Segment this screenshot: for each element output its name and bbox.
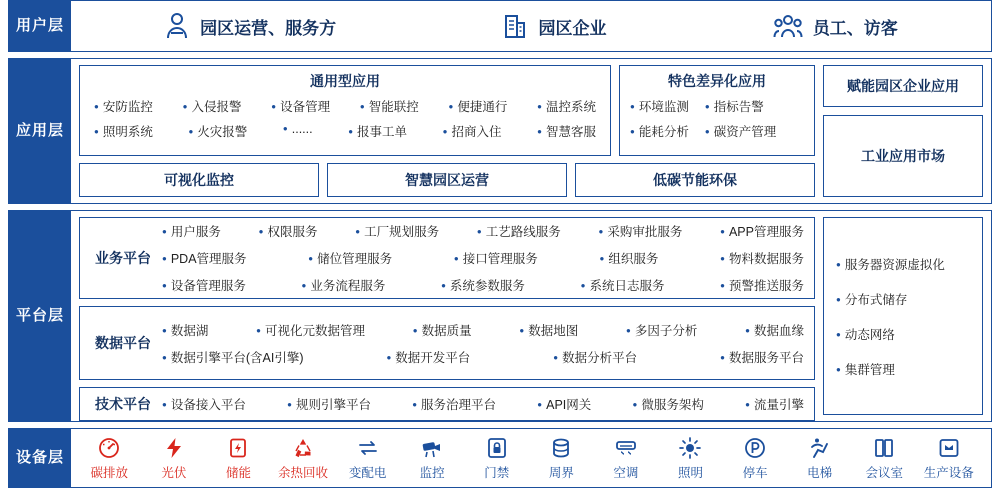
- device-label: 照明: [677, 465, 703, 480]
- user-item-operator: [164, 12, 336, 40]
- user-layer-band: [8, 0, 992, 52]
- special-application-panel: [619, 65, 815, 156]
- app-bottom-box-operation: 智慧园区运营: [327, 163, 567, 197]
- device-label: 生产设备: [923, 465, 974, 480]
- service-chip: ● 储位管理服务: [308, 249, 392, 267]
- service-chip: ● 系统参数服务: [441, 276, 525, 294]
- device-label: 会议室: [865, 465, 903, 480]
- elevator-icon: [808, 436, 832, 460]
- application-layer-label: 应用层: [9, 59, 71, 203]
- building-icon: [502, 12, 528, 40]
- device-label: 监控: [419, 465, 445, 480]
- tech-chip: ● 微服务架构: [633, 395, 704, 413]
- general-app-row: [88, 97, 602, 115]
- app-chip: ● 智慧客服: [537, 122, 596, 140]
- people-icon: [773, 12, 803, 40]
- user-item-label: 员工、访客: [812, 18, 898, 38]
- service-chip: ● APP管理服务: [720, 222, 804, 240]
- service-chip: ● 权限服务: [259, 222, 318, 240]
- app-chip: ● 碳资产管理: [705, 122, 776, 140]
- service-chip: ● 系统日志服务: [581, 276, 665, 294]
- platform-left-column: [79, 217, 815, 415]
- infrastructure-chip: ● 分布式储存: [836, 290, 970, 308]
- app-chip: ● 环境监测: [630, 97, 689, 115]
- service-chip: ● 工厂规划服务: [355, 222, 439, 240]
- device-label: 储能: [225, 465, 251, 480]
- parking-icon: [743, 436, 767, 460]
- factory-icon: [937, 436, 961, 460]
- general-application-panel: [79, 65, 611, 156]
- tech-platform-name: 技术平台: [95, 395, 151, 412]
- platform-layer-band: [8, 210, 992, 422]
- data-chip: ● 数据分析平台: [553, 348, 637, 366]
- device-label: 电梯: [807, 465, 833, 480]
- app-chip: ● 能耗分析: [630, 122, 689, 140]
- device-item-camera: [400, 436, 465, 481]
- infrastructure-chip: ● 集群管理: [836, 360, 970, 378]
- service-chip: ● 采购审批服务: [599, 222, 683, 240]
- service-chip: ● 用户服务: [162, 222, 221, 240]
- device-label: 余热回收: [278, 465, 329, 480]
- data-chip: ● 数据血缘: [745, 321, 804, 339]
- service-chip: ● PDA管理服务: [162, 249, 247, 267]
- app-bottom-box-visualization: 可视化监控: [79, 163, 319, 197]
- device-label: 停车: [742, 465, 768, 480]
- device-item-meeting-room: [852, 436, 917, 481]
- device-label: 变配电: [348, 465, 387, 480]
- transformer-icon: [356, 436, 380, 460]
- device-label: 碳排放: [90, 465, 129, 480]
- app-chip: ● 招商入住: [443, 122, 502, 140]
- device-item-heat-recovery: [271, 436, 336, 481]
- app-chip: ● 温控系统: [537, 97, 596, 115]
- tech-chip: ● API网关: [537, 395, 591, 413]
- special-application-title: 特色差异化应用: [668, 73, 766, 89]
- user-item-label: 园区企业: [538, 18, 607, 38]
- device-item-carbon: [77, 436, 142, 481]
- service-chip: ● 组织服务: [600, 249, 659, 267]
- application-layer-band: [8, 58, 992, 204]
- business-platform-block: [79, 217, 815, 299]
- infrastructure-chip: ● 动态网络: [836, 325, 970, 343]
- user-item-enterprise: [502, 12, 606, 40]
- device-layer-label: 设备层: [9, 429, 71, 487]
- device-layer-band: [8, 428, 992, 488]
- infrastructure-chip: ● 服务器资源虚拟化: [836, 255, 970, 273]
- perimeter-icon: [549, 436, 573, 460]
- device-item-perimeter: [529, 436, 594, 481]
- operator-icon: [164, 12, 190, 40]
- business-platform-row: [162, 276, 808, 294]
- special-app-row: [630, 97, 804, 115]
- device-item-elevator: [787, 436, 852, 481]
- data-chip: ● 数据湖: [162, 321, 208, 339]
- data-chip: ● 数据引擎平台(含AI引擎): [162, 348, 303, 366]
- device-label: 周界: [548, 465, 574, 480]
- device-layer-items: [71, 429, 991, 487]
- data-platform-name: 数据平台: [95, 334, 151, 351]
- service-chip: ● 预警推送服务: [720, 276, 804, 294]
- device-item-access-control: [464, 436, 529, 481]
- tech-platform-row: [162, 395, 808, 413]
- device-item-parking: [723, 436, 788, 481]
- service-chip: ● 工艺路线服务: [477, 222, 561, 240]
- app-chip: ● 入侵报警: [183, 97, 242, 115]
- app-chip: ● 指标告警: [705, 97, 764, 115]
- data-chip: ● 数据质量: [413, 321, 472, 339]
- app-bottom-box-lowcarbon: 低碳节能环保: [575, 163, 815, 197]
- device-label: 光伏: [161, 465, 187, 480]
- tech-chip: ● 流量引擎: [745, 395, 804, 413]
- tech-chip: ● 规则引擎平台: [287, 395, 371, 413]
- data-chip: ● 多因子分析: [626, 321, 697, 339]
- device-item-pv: [142, 436, 207, 481]
- app-chip: ● 照明系统: [94, 122, 153, 140]
- data-chip: ● 数据服务平台: [720, 348, 804, 366]
- service-chip: ● 接口管理服务: [454, 249, 538, 267]
- data-platform-row: [162, 348, 808, 366]
- tech-platform-block: [79, 387, 815, 421]
- data-chip: ● 可视化元数据管理: [256, 321, 365, 339]
- user-layer-label: 用户层: [9, 1, 71, 51]
- app-chip: ● 火灾报警: [188, 122, 247, 140]
- app-chip: ● 报事工单: [348, 122, 407, 140]
- aircon-icon: [614, 436, 638, 460]
- app-chip: ● ......: [283, 122, 313, 140]
- industrial-app-market-box: 工业应用市场: [823, 115, 983, 197]
- app-chip: ● 安防监控: [94, 97, 153, 115]
- business-platform-row: [162, 222, 808, 240]
- application-left-column: [79, 65, 815, 197]
- app-chip: ● 便捷通行: [449, 97, 508, 115]
- lighting-icon: [678, 436, 702, 460]
- user-layer-items: [71, 1, 991, 51]
- tech-chip: ● 服务治理平台: [412, 395, 496, 413]
- business-platform-name: 业务平台: [95, 249, 151, 266]
- camera-icon: [420, 436, 444, 460]
- lock-icon: [485, 436, 509, 460]
- service-chip: ● 设备管理服务: [162, 276, 246, 294]
- device-label: 空调: [613, 465, 639, 480]
- app-chip: ● 智能联控: [360, 97, 419, 115]
- device-label: 门禁: [484, 465, 510, 480]
- service-chip: ● 业务流程服务: [302, 276, 386, 294]
- application-right-column: [823, 65, 983, 197]
- general-app-row: [88, 122, 602, 140]
- recycle-icon: [291, 436, 315, 460]
- general-application-title: 通用型应用: [310, 73, 380, 89]
- data-platform-block: [79, 306, 815, 380]
- bolt-icon: [162, 436, 186, 460]
- device-item-storage: [206, 436, 271, 481]
- device-item-lighting: [658, 436, 723, 481]
- special-app-row: [630, 122, 804, 140]
- service-chip: ● 物料数据服务: [720, 249, 804, 267]
- infrastructure-panel: [823, 217, 983, 415]
- device-item-production-equipment: [917, 436, 982, 481]
- business-platform-row: [162, 249, 808, 267]
- device-item-substation: [335, 436, 400, 481]
- device-item-aircon: [594, 436, 659, 481]
- tech-chip: ● 设备接入平台: [162, 395, 246, 413]
- platform-layer-label: 平台层: [9, 211, 71, 421]
- user-item-label: 园区运营、服务方: [200, 18, 337, 38]
- enable-park-enterprise-box: 赋能园区企业应用: [823, 65, 983, 107]
- app-chip: ● 设备管理: [271, 97, 330, 115]
- data-platform-row: [162, 321, 808, 339]
- data-chip: ● 数据开发平台: [386, 348, 470, 366]
- meeting-icon: [872, 436, 896, 460]
- gauge-icon: [97, 436, 121, 460]
- user-item-staff: [773, 12, 898, 40]
- battery-icon: [226, 436, 250, 460]
- data-chip: ● 数据地图: [519, 321, 578, 339]
